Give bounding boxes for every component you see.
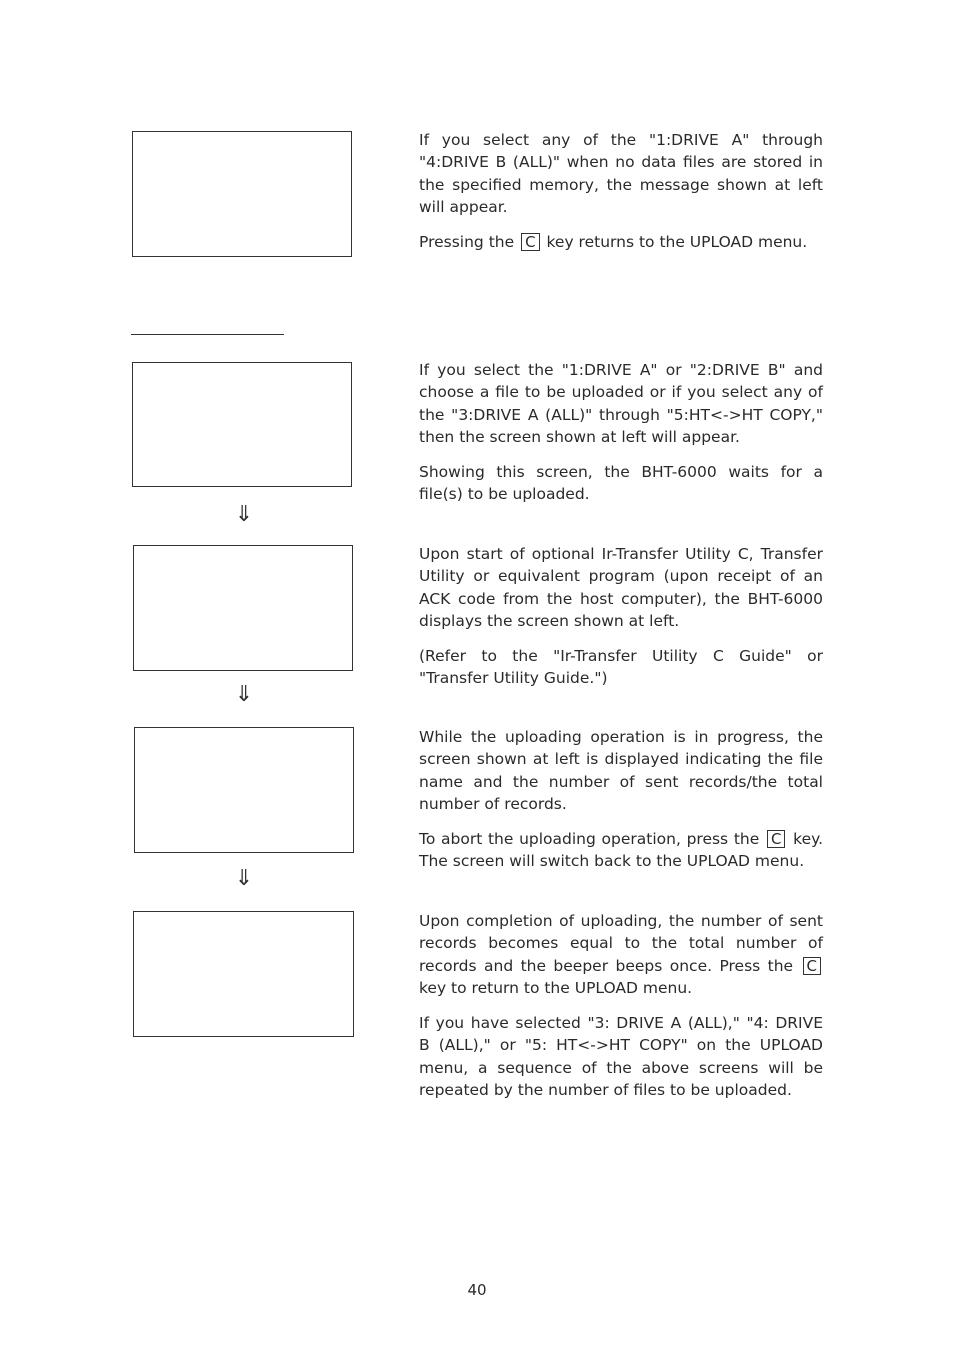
section-divider xyxy=(131,334,284,335)
paragraph-with-key xyxy=(419,828,823,873)
paragraph: If you select the "1:DRIVE A" or "2:DRIVE B" and choose a file to be uploaded or if you select any of the "3:DRIVE A (ALL)" through "5:HT<->HT COPY," then the screen shown at left will appear. xyxy=(419,361,823,446)
paragraph-text: key. The screen will switch back to the UPLOAD menu. xyxy=(419,830,824,871)
screen-illustration-uploading xyxy=(134,727,354,853)
paragraph: If you have selected "3: DRIVE A (ALL)," "4: DRIVE B (ALL)," or "5: HT<->HT COPY" on the UPLOAD menu, a sequence of the above screens will be repeated by the number of files to be uploaded. xyxy=(419,1014,823,1100)
flow-arrow-1: ⇓ xyxy=(234,502,254,527)
screen-illustration-complete xyxy=(133,911,354,1037)
c-key-icon: C xyxy=(803,957,821,975)
c-key-icon: C xyxy=(521,233,539,251)
screen-illustration-waiting xyxy=(132,362,352,487)
section-complete-text xyxy=(419,910,823,1114)
section-connected-text xyxy=(419,543,823,703)
paragraph-with-key xyxy=(419,910,823,999)
paragraph: Showing this screen, the BHT-6000 waits for a file(s) to be uploaded. xyxy=(419,463,823,504)
paragraph: (Refer to the "Ir-Transfer Utility C Guide" or "Transfer Utility Guide.") xyxy=(419,647,823,688)
paragraph: If you select any of the "1:DRIVE A" through "4:DRIVE B (ALL)" when no data files are stored in the specified memory, the message shown at left will appear. xyxy=(419,131,823,216)
paragraph-text: Upon completion of uploading, the number of sent records becomes equal to the total number of records and the beeper beeps once. Press the xyxy=(419,912,823,975)
paragraph-text: To abort the uploading operation, press the xyxy=(419,830,760,849)
screen-illustration-no-data xyxy=(132,131,352,257)
paragraph-text: key returns to the UPLOAD menu. xyxy=(546,233,808,252)
screen-illustration-connected xyxy=(133,545,353,671)
paragraph: Upon start of optional Ir-Transfer Utility C, Transfer Utility or equivalent program (upon receipt of an ACK code from the host computer), the BHT-6000 displays the screen shown at left. xyxy=(419,545,823,630)
flow-arrow-2: ⇓ xyxy=(234,682,254,707)
paragraph-text: key to return to the UPLOAD menu. xyxy=(419,978,693,997)
section-no-data-text xyxy=(419,129,823,266)
paragraph-text: Pressing the xyxy=(419,233,515,252)
section-waiting-text xyxy=(419,359,823,519)
flow-arrow-3: ⇓ xyxy=(234,866,254,891)
section-uploading-text xyxy=(419,726,823,886)
c-key-icon: C xyxy=(767,830,785,848)
paragraph-with-key xyxy=(419,231,823,253)
paragraph: While the uploading operation is in progress, the screen shown at left is displayed indicating the file name and the number of sent records/the total number of records. xyxy=(419,728,823,813)
page-number: 40 xyxy=(467,1281,487,1299)
